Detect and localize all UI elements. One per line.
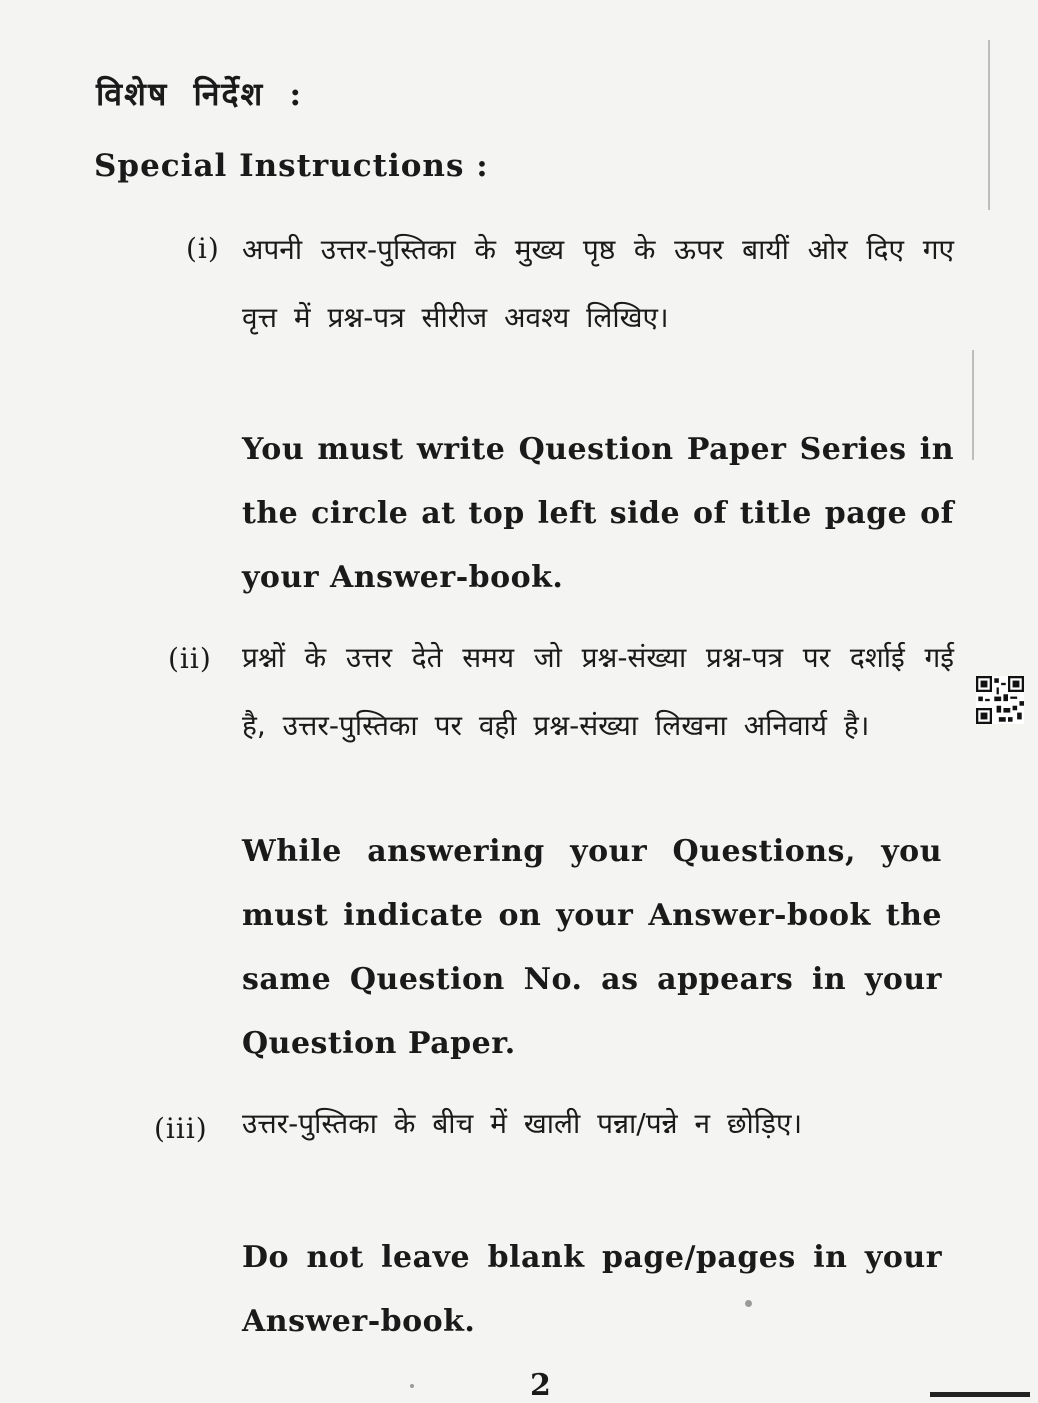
- instruction-number: (iii): [154, 1112, 208, 1145]
- page-number: 2: [530, 1368, 551, 1403]
- scan-dot: [410, 1384, 414, 1388]
- instruction-hindi-text: अपनी उत्तर-पुस्तिका के मुख्य पृष्ठ के ऊपर बायीं ओर दिए गए वृत्त में प्रश्न-पत्र सीरीज अवश्य लिखिए।: [242, 233, 954, 334]
- scan-edge-line: [972, 350, 974, 460]
- instruction-english-text: You must write Question Paper Series in the circle at top left side of title page of your Answer-book.: [242, 432, 954, 595]
- hindi-heading: विशेष निर्देश :: [96, 75, 304, 113]
- instruction-number: (ii): [168, 642, 212, 675]
- instruction-english-text: Do not leave blank page/pages in your Answer-book.: [242, 1240, 942, 1339]
- instruction-hindi-text: उत्तर-पुस्तिका के बीच में खाली पन्ना/पन्ने न छोड़िए।: [242, 1107, 803, 1140]
- instruction-english-text: While answering your Questions, you must indicate on your Answer-book the same Question No. as appears in your Question Paper.: [242, 834, 942, 1061]
- instruction-number: (i): [186, 232, 220, 265]
- scan-dot: [745, 1300, 752, 1307]
- scan-bottom-bar: [930, 1392, 1030, 1397]
- scan-edge-line: [988, 40, 990, 210]
- qr-code-icon: [976, 676, 1024, 724]
- english-heading: Special Instructions :: [94, 148, 489, 184]
- instruction-hindi-text: प्रश्नों के उत्तर देते समय जो प्रश्न-संख्या प्रश्न-पत्र पर दर्शाई गई है, उत्तर-पुस्तिका पर वही प्रश्न-संख्या लिखना अनिवार्य है।: [242, 641, 954, 742]
